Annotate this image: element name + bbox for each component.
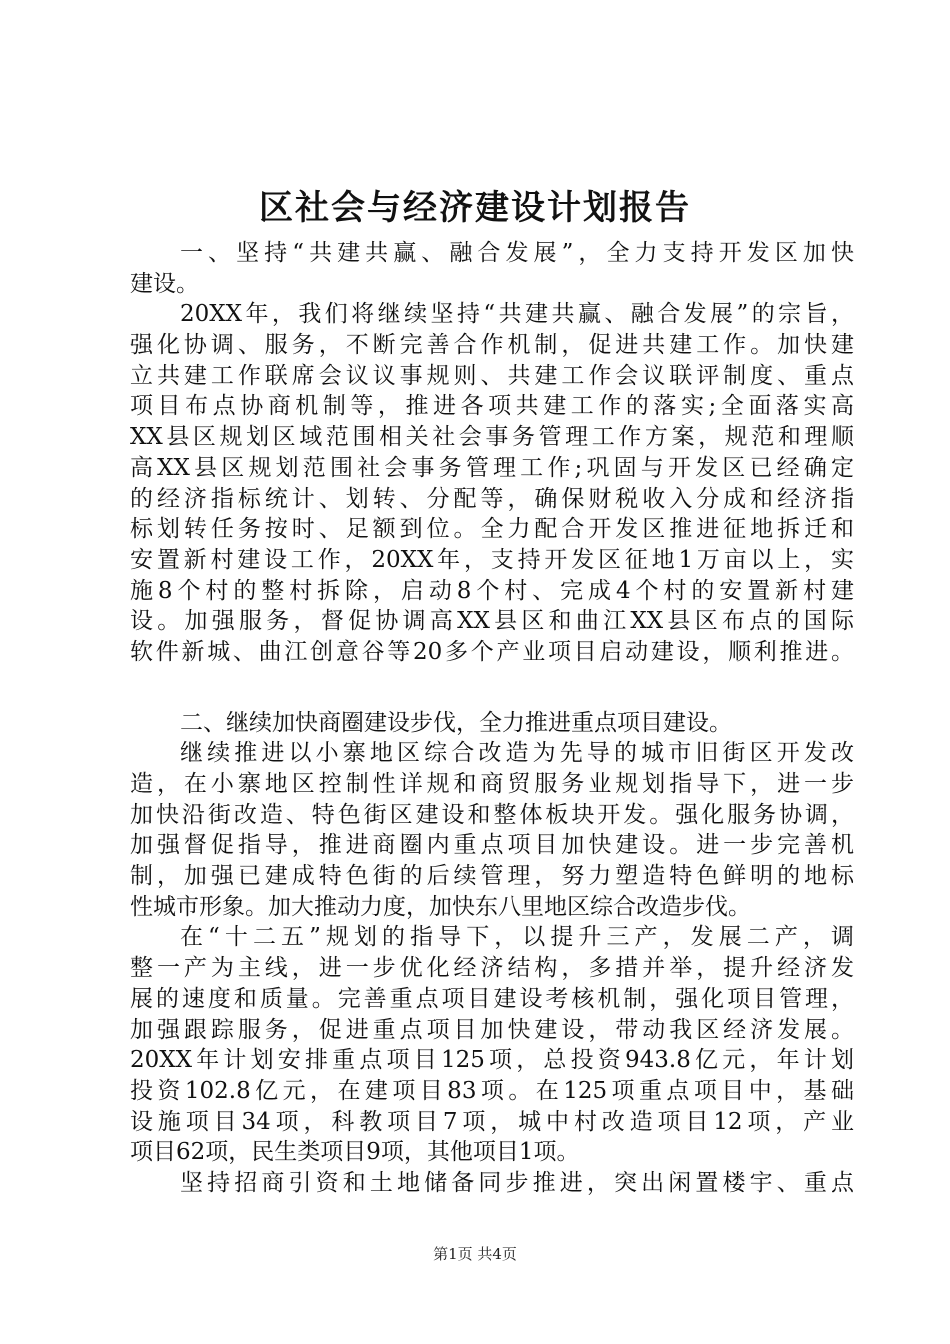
paragraph-gap [130, 668, 854, 708]
paragraph [130, 238, 854, 299]
page-footer: 第1页 共4页 [433, 1245, 517, 1263]
text-line: 安置新村建设工作，20XX年，支持开发区征地1万亩以上，实 [130, 546, 854, 573]
text-line: 加强督促指导，推进商圈内重点项目加快建设。进一步完善机 [130, 832, 854, 859]
text-line: 立共建工作联席会议议事规则、共建工作会议联评制度、重点 [130, 362, 854, 389]
text-line: 整一产为主线，进一步优化经济结构，多措并举，提升经济发 [130, 955, 854, 982]
paragraph [130, 738, 854, 922]
document-body [130, 238, 854, 1199]
text-line: 造，在小寨地区控制性详规和商贸服务业规划指导下，进一步 [130, 771, 854, 797]
text-line: 建设。 [130, 270, 199, 297]
text-line: 性城市形象。加大推动力度，加快东八里地区综合改造步伐。 [130, 893, 751, 920]
text-line: 在“十二五”规划的指导下，以提升三产，发展二产，调 [180, 924, 854, 951]
text-line: 坚持招商引资和土地储备同步推进，突出闲置楼宇、重点 [180, 1169, 854, 1196]
text-line: 投资102.8亿元，在建项目83项。在125项重点项目中，基础 [130, 1077, 854, 1104]
text-line: 的经济指标统计、划转、分配等，确保财税收入分成和经济指 [130, 485, 854, 512]
paragraph [130, 299, 854, 667]
text-line: 20XX年计划安排重点项目125项，总投资943.8亿元，年计划 [130, 1047, 854, 1074]
text-line: 制，加强已建成特色街的后续管理，努力塑造特色鲜明的地标 [130, 863, 854, 890]
text-line: 设。加强服务，督促协调高XX县区和曲江XX县区布点的国际 [130, 608, 854, 635]
text-line: 施8个村的整村拆除，启动8个村、完成4个村的安置新村建 [130, 577, 854, 604]
text-line: 项目布点协商机制等，推进各项共建工作的落实;全面落实高 [130, 393, 854, 420]
text-line: 展的速度和质量。完善重点项目建设考核机制，强化项目管理， [130, 985, 854, 1012]
text-line: 强化协调、服务，不断完善合作机制，促进共建工作。加快建 [130, 332, 854, 359]
paragraph [130, 1168, 854, 1199]
paragraph [130, 708, 854, 739]
text-line: 软件新城、曲江创意谷等20多个产业项目启动建设，顺利推进。 [130, 638, 854, 665]
paragraph [130, 922, 854, 1168]
document-title: 区社会与经济建设计划报告 [259, 188, 691, 228]
text-line: 一、坚持“共建共赢、融合发展”，全力支持开发区加快 [180, 240, 854, 266]
text-line: 高XX县区规划范围社会事务管理工作;巩固与开发区已经确定 [130, 454, 854, 481]
text-line: 项目62项，民生类项目9项，其他项目1项。 [130, 1139, 580, 1166]
text-line: 继续推进以小寨地区综合改造为先导的城市旧街区开发改 [180, 740, 854, 767]
text-line: 标划转任务按时、足额到位。全力配合开发区推进征地拆迁和 [130, 516, 854, 543]
text-line: 二、继续加快商圈建设步伐，全力推进重点项目建设。 [180, 709, 732, 736]
text-line: 加强跟踪服务，促进重点项目加快建设，带动我区经济发展。 [130, 1016, 854, 1043]
text-line: 加快沿街改造、特色街区建设和整体板块开发。强化服务协调， [130, 801, 854, 828]
text-line: 设施项目34项，科教项目7项，城中村改造项目12项，产业 [130, 1108, 854, 1135]
text-line: 20XX年，我们将继续坚持“共建共赢、融合发展”的宗旨， [180, 301, 854, 328]
text-line: XX县区规划区域范围相关社会事务管理工作方案，规范和理顺 [130, 424, 854, 451]
